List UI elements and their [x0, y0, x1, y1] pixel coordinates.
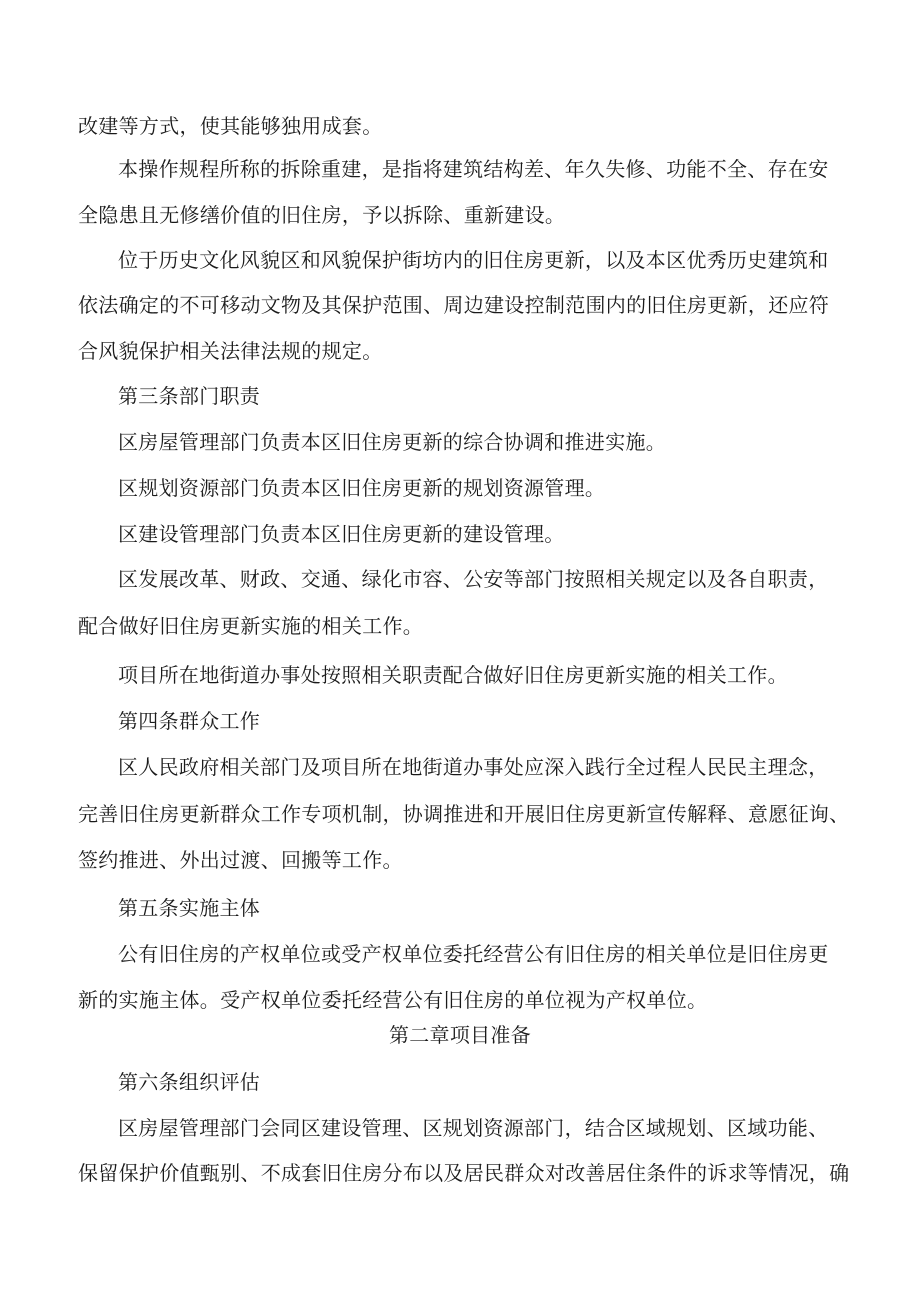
article-heading: 第五条实施主体: [118, 896, 261, 920]
paragraph-line: 依法确定的不可移动文物及其保护范围、周边建设控制范围内的旧住房更新，还应符: [78, 293, 830, 317]
article-heading: 第六条组织评估: [118, 1070, 261, 1094]
paragraph-line: 位于历史文化风貌区和风貌保护街坊内的旧住房更新，以及本区优秀历史建筑和: [118, 248, 829, 272]
paragraph-line: 区人民政府相关部门及项目所在地街道办事处应深入践行全过程人民民主理念，: [118, 755, 829, 779]
paragraph-line: 区规划资源部门负责本区旧住房更新的规划资源管理。: [118, 476, 606, 500]
paragraph-line: 项目所在地街道办事处按照相关职责配合做好旧住房更新实施的相关工作。: [118, 663, 788, 687]
paragraph-line: 区发展改革、财政、交通、绿化市容、公安等部门按照相关规定以及各自职责，: [118, 567, 829, 591]
paragraph-line: 本操作规程所称的拆除重建，是指将建筑结构差、年久失修、功能不全、存在安: [118, 157, 829, 181]
article-heading: 第四条群众工作: [118, 709, 261, 733]
chapter-heading: 第二章项目准备: [388, 1023, 532, 1047]
paragraph-line: 完善旧住房更新群众工作专项机制，协调推进和开展旧住房更新宣传解释、意愿征询、: [78, 802, 850, 826]
paragraph-line: 改建等方式，使其能够独用成套。: [78, 114, 383, 138]
paragraph-line: 区房屋管理部门会同区建设管理、区规划资源部门，结合区域规划、区域功能、: [118, 1116, 829, 1140]
paragraph-line: 签约推进、外出过渡、回搬等工作。: [78, 848, 403, 872]
paragraph-line: 区房屋管理部门负责本区旧住房更新的综合协调和推进实施。: [118, 430, 667, 454]
article-heading: 第三条部门职责: [118, 384, 261, 408]
paragraph-line: 配合做好旧住房更新实施的相关工作。: [78, 614, 424, 638]
paragraph-line: 新的实施主体。受产权单位委托经营公有旧住房的单位视为产权单位。: [78, 988, 708, 1012]
paragraph-line: 保留保护价值甄别、不成套旧住房分布以及居民群众对改善居住条件的诉求等情况，确: [78, 1161, 850, 1185]
paragraph-line: 全隐患且无修缮价值的旧住房，予以拆除、重新建设。: [78, 203, 566, 227]
paragraph-line: 合风貌保护相关法律法规的规定。: [78, 339, 383, 363]
paragraph-line: 区建设管理部门负责本区旧住房更新的建设管理。: [118, 522, 565, 546]
paragraph-line: 公有旧住房的产权单位或受产权单位委托经营公有旧住房的相关单位是旧住房更: [118, 942, 829, 966]
